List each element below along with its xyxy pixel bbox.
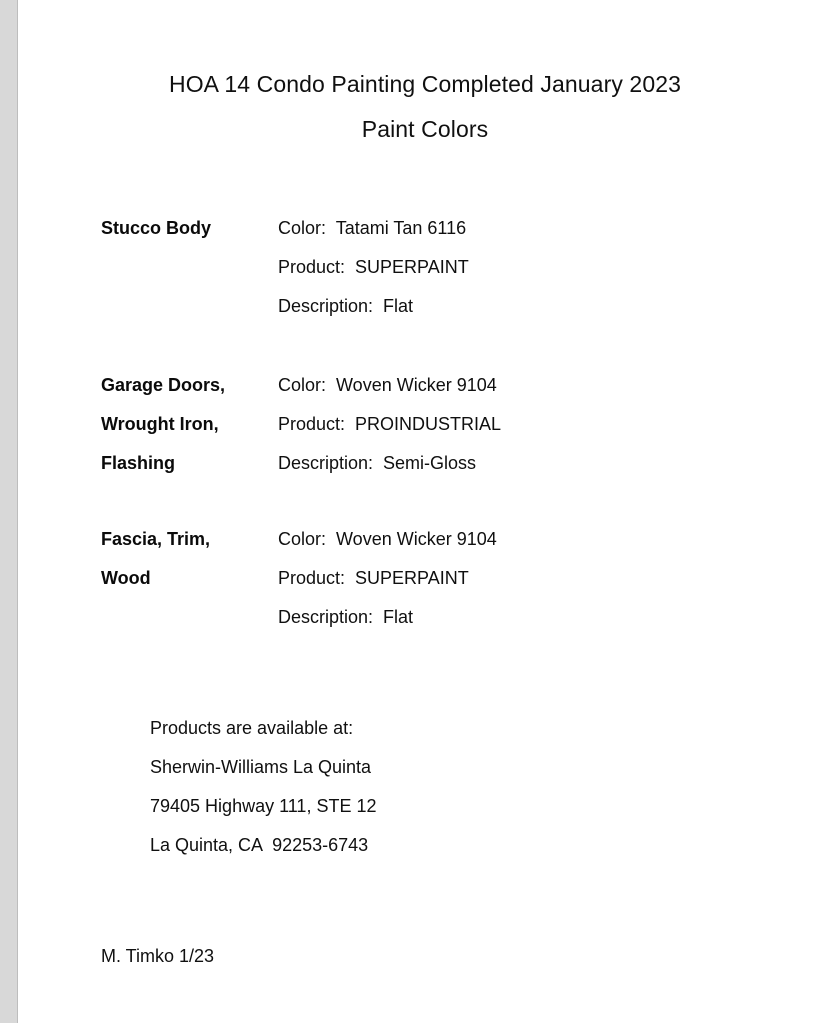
store-name: Sherwin-Williams La Quinta: [150, 757, 372, 777]
spec-description: Description: Flat: [278, 607, 414, 627]
spec-label: Wrought Iron,: [101, 414, 219, 434]
document-page: [18, 0, 832, 1023]
page-title: HOA 14 Condo Painting Completed January 2023: [168, 71, 681, 97]
spec-product: Product: PROINDUSTRIAL: [278, 414, 502, 434]
spec-label-column: [101, 209, 278, 248]
spec-group-stucco-body: [101, 209, 832, 326]
availability-heading: Products are available at:: [150, 718, 354, 738]
spec-group-fascia-trim-wood: [101, 520, 832, 637]
availability-block: [18, 709, 832, 865]
spec-color: Color: Woven Wicker 9104: [278, 529, 497, 549]
spec-description: Description: Semi-Gloss: [278, 453, 477, 473]
spec-product: Product: SUPERPAINT: [278, 568, 469, 588]
store-street-address: 79405 Highway 111, STE 12: [150, 796, 377, 816]
spec-value-column: [278, 209, 832, 326]
spec-label-column: [101, 520, 278, 598]
spec-description: Description: Flat: [278, 296, 414, 316]
page-left-margin-edge: [0, 0, 18, 1023]
spec-color: Color: Woven Wicker 9104: [278, 375, 497, 395]
spec-value-column: [278, 520, 832, 637]
spec-label-column: [101, 366, 278, 483]
signature-line: M. Timko 1/23: [101, 946, 215, 966]
spec-label: Stucco Body: [101, 218, 212, 238]
spec-value-column: [278, 366, 832, 483]
document-body: [18, 0, 832, 1023]
store-city-state-zip: La Quinta, CA 92253-6743: [150, 835, 369, 855]
spec-label: Wood: [101, 568, 151, 588]
document-title-block: [18, 0, 832, 152]
spec-label: Garage Doors,: [101, 375, 226, 395]
spec-label: Fascia, Trim,: [101, 529, 211, 549]
paint-spec-section: [18, 209, 832, 637]
page-subtitle: Paint Colors: [361, 116, 489, 142]
spec-label: Flashing: [101, 453, 176, 473]
spec-group-garage-doors: [101, 366, 832, 483]
spec-color: Color: Tatami Tan 6116: [278, 218, 467, 238]
spec-product: Product: SUPERPAINT: [278, 257, 469, 277]
